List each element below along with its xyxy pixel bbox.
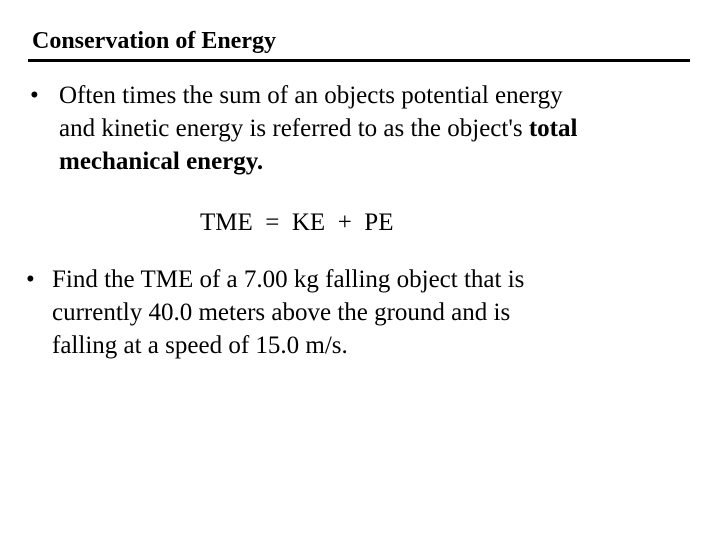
- bold-term-total: total: [528, 115, 578, 142]
- bullet-line: currently 40.0 meters above the ground and is: [52, 299, 511, 326]
- bullet-line: falling at a speed of 15.0 m/s.: [52, 332, 348, 359]
- bullet-line: Often times the sum of an objects potential energy: [59, 82, 563, 109]
- bullet-total-mechanical-energy: [30, 79, 670, 178]
- tme-equation: TME = KE + PE: [200, 209, 394, 236]
- slide-title: Conservation of Energy: [32, 28, 276, 54]
- bullet-marker: •: [30, 82, 39, 109]
- bullet-line: and kinetic energy is referred to as the object's: [59, 115, 529, 142]
- bullet-line: Find the TME of a 7.00 kg falling object that is: [52, 266, 525, 293]
- bullet-text: [59, 79, 670, 178]
- title-underline: [28, 59, 690, 62]
- bold-term-mechanical-energy: mechanical energy.: [59, 148, 264, 175]
- bullet-problem-statement: [26, 263, 666, 362]
- bullet-text: [52, 263, 666, 362]
- bullet-marker: •: [26, 266, 35, 293]
